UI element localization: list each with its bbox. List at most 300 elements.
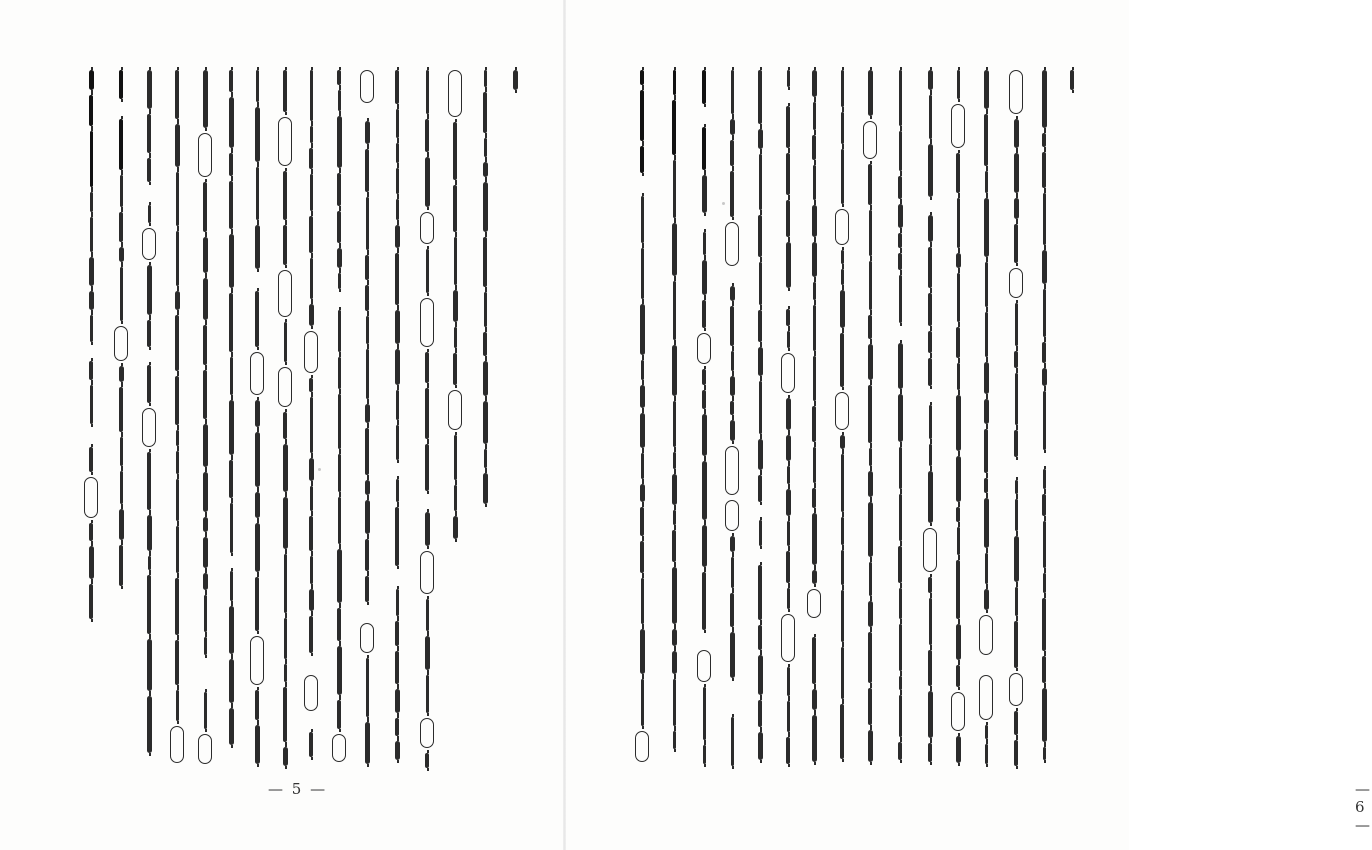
script-word-glyph — [147, 70, 152, 109]
script-word-glyph — [147, 187, 151, 200]
script-word-glyph — [119, 545, 123, 586]
script-word-glyph — [365, 576, 369, 602]
script-word-glyph — [176, 172, 179, 226]
script-word-glyph — [928, 358, 932, 386]
script-word-glyph — [203, 660, 207, 669]
script-word-glyph — [147, 639, 152, 691]
page-right — [565, 0, 1372, 850]
script-word-glyph — [702, 127, 706, 170]
script-word-glyph — [841, 454, 844, 512]
script-word-glyph — [899, 131, 902, 171]
script-word-glyph — [672, 629, 677, 646]
script-word-glyph — [119, 387, 123, 432]
script-word-glyph — [396, 109, 399, 138]
script-word-glyph — [365, 607, 369, 618]
script-word-glyph — [758, 565, 762, 620]
script-word-glyph — [337, 294, 341, 305]
script-word-glyph — [812, 689, 817, 710]
script-word-glyph — [957, 70, 960, 99]
text-column — [330, 70, 348, 767]
script-word-glyph — [813, 447, 816, 483]
script-word-glyph — [365, 149, 369, 192]
script-word-glyph — [984, 429, 988, 473]
script-word-glyph — [90, 217, 93, 252]
script-word-glyph — [283, 70, 287, 112]
text-column — [168, 70, 186, 768]
script-word-glyph — [365, 285, 369, 311]
text-column — [1035, 70, 1053, 765]
script-word-glyph — [283, 444, 288, 492]
script-word-glyph — [148, 205, 151, 223]
script-word-glyph — [425, 512, 430, 546]
script-word-glyph — [1014, 740, 1018, 766]
script-word-glyph — [203, 537, 208, 568]
text-column — [446, 70, 464, 544]
script-word-glyph — [979, 615, 993, 655]
script-word-glyph — [483, 162, 488, 177]
script-word-glyph — [483, 92, 487, 133]
script-word-glyph — [203, 472, 208, 512]
script-word-glyph — [142, 228, 156, 260]
script-word-glyph — [453, 122, 457, 180]
script-word-glyph — [673, 281, 676, 340]
script-word-glyph — [1015, 480, 1018, 494]
script-word-glyph — [426, 70, 429, 114]
script-word-glyph — [702, 175, 707, 213]
script-word-glyph — [703, 232, 706, 255]
script-word-glyph — [283, 687, 287, 742]
script-word-glyph — [898, 253, 902, 270]
script-word-glyph — [309, 658, 313, 670]
script-word-glyph — [956, 736, 961, 763]
script-word-glyph — [812, 205, 817, 237]
script-word-glyph — [203, 278, 208, 320]
script-word-glyph — [309, 458, 314, 481]
script-word-glyph — [730, 536, 735, 552]
script-word-glyph — [396, 425, 399, 460]
script-word-glyph — [787, 331, 790, 348]
script-word-glyph — [730, 271, 734, 281]
script-word-glyph — [338, 273, 341, 289]
script-word-glyph — [230, 571, 233, 601]
script-word-glyph — [672, 100, 676, 155]
script-word-glyph — [119, 119, 123, 170]
script-word-glyph — [758, 70, 762, 124]
script-word-glyph — [703, 687, 706, 740]
script-word-glyph — [730, 119, 735, 135]
script-word-glyph — [255, 725, 260, 764]
script-word-glyph — [365, 539, 369, 571]
script-word-glyph — [453, 516, 458, 539]
script-word-glyph — [787, 701, 790, 732]
script-word-glyph — [957, 198, 960, 248]
script-word-glyph — [310, 397, 313, 453]
text-column — [949, 70, 967, 768]
script-word-glyph — [483, 332, 487, 356]
script-word-glyph — [203, 325, 207, 365]
script-word-glyph — [1009, 673, 1023, 706]
text-column — [833, 70, 851, 764]
text-column — [633, 70, 651, 767]
text-column — [695, 70, 713, 769]
script-word-glyph — [309, 516, 313, 551]
script-word-glyph — [1014, 462, 1018, 475]
script-word-glyph — [898, 176, 902, 199]
script-word-glyph — [673, 510, 676, 525]
script-word-glyph — [90, 192, 93, 212]
script-word-glyph — [812, 715, 817, 762]
script-word-glyph — [250, 636, 264, 685]
script-word-glyph — [868, 471, 873, 497]
script-word-glyph — [929, 444, 932, 466]
script-word-glyph — [448, 390, 462, 430]
script-word-glyph — [120, 471, 123, 504]
script-word-glyph — [786, 153, 790, 195]
script-word-glyph — [175, 640, 179, 685]
script-word-glyph — [204, 637, 207, 655]
script-word-glyph — [640, 178, 644, 191]
script-word-glyph — [640, 90, 644, 141]
script-word-glyph — [284, 554, 287, 613]
text-column — [358, 70, 376, 769]
script-word-glyph — [89, 257, 94, 286]
script-word-glyph — [425, 753, 429, 768]
script-word-glyph — [483, 361, 488, 396]
script-word-glyph — [366, 316, 369, 344]
script-word-glyph — [147, 320, 151, 347]
script-word-glyph — [702, 635, 706, 645]
script-word-glyph — [786, 398, 791, 430]
script-word-glyph — [929, 598, 932, 645]
script-word-glyph — [454, 435, 457, 480]
script-word-glyph — [395, 651, 399, 684]
script-word-glyph — [985, 725, 988, 739]
script-word-glyph — [396, 168, 399, 194]
script-word-glyph — [365, 108, 369, 116]
script-word-glyph — [89, 361, 93, 380]
script-word-glyph — [1014, 536, 1019, 582]
script-word-glyph — [951, 104, 965, 148]
script-word-glyph — [1015, 499, 1018, 531]
script-word-glyph — [337, 173, 341, 206]
script-word-glyph — [255, 492, 260, 518]
script-word-glyph — [697, 650, 711, 682]
script-word-glyph — [395, 571, 399, 584]
script-word-glyph — [483, 182, 488, 232]
script-word-glyph — [985, 312, 988, 357]
script-word-glyph — [338, 497, 341, 544]
script-word-glyph — [337, 608, 341, 641]
script-word-glyph — [731, 70, 734, 114]
script-word-glyph — [868, 730, 873, 762]
script-word-glyph — [929, 405, 932, 439]
script-word-glyph — [1042, 598, 1046, 651]
script-word-glyph — [730, 286, 735, 301]
script-word-glyph — [1042, 656, 1046, 683]
script-word-glyph — [229, 400, 234, 455]
script-word-glyph — [730, 632, 735, 678]
script-word-glyph — [957, 527, 960, 555]
script-word-glyph — [812, 488, 816, 508]
script-word-glyph — [786, 293, 790, 304]
script-word-glyph — [119, 366, 124, 382]
script-word-glyph — [1014, 119, 1019, 148]
script-word-glyph — [730, 171, 734, 217]
script-word-glyph — [899, 695, 902, 737]
script-word-glyph — [1014, 430, 1018, 457]
script-word-glyph — [365, 500, 370, 534]
script-word-glyph — [142, 408, 156, 447]
script-word-glyph — [786, 737, 790, 764]
script-word-glyph — [338, 454, 341, 492]
script-word-glyph — [758, 215, 762, 257]
script-word-glyph — [426, 599, 429, 631]
script-word-glyph — [759, 262, 762, 305]
script-word-glyph — [119, 70, 123, 99]
script-word-glyph — [841, 70, 844, 107]
script-word-glyph — [278, 270, 292, 317]
script-word-glyph — [176, 479, 179, 521]
script-word-glyph — [951, 692, 965, 731]
script-word-glyph — [119, 104, 123, 114]
script-word-glyph — [956, 665, 960, 687]
script-word-glyph — [304, 675, 318, 711]
script-word-glyph — [985, 744, 988, 764]
script-word-glyph — [338, 310, 341, 352]
script-word-glyph — [673, 401, 676, 447]
script-word-glyph — [176, 526, 179, 573]
script-word-glyph — [928, 293, 932, 326]
script-word-glyph — [759, 154, 762, 210]
script-word-glyph — [835, 209, 849, 245]
script-word-glyph — [198, 734, 212, 764]
script-word-glyph — [426, 249, 429, 293]
script-word-glyph — [758, 700, 762, 727]
script-word-glyph — [984, 114, 988, 166]
script-word-glyph — [229, 70, 233, 92]
text-column — [779, 70, 797, 769]
script-word-glyph — [175, 70, 179, 119]
script-word-glyph — [898, 343, 903, 389]
script-word-glyph — [812, 513, 817, 565]
script-word-glyph — [229, 606, 234, 654]
script-word-glyph — [863, 121, 877, 159]
script-word-glyph — [928, 743, 932, 762]
paper-speck — [318, 468, 321, 471]
script-word-glyph — [175, 315, 179, 371]
script-word-glyph — [230, 503, 233, 553]
script-word-glyph — [841, 590, 844, 642]
script-word-glyph — [229, 460, 233, 498]
script-word-glyph — [923, 528, 937, 572]
script-word-glyph — [758, 310, 762, 342]
script-word-glyph — [365, 722, 370, 764]
script-word-glyph — [928, 650, 932, 686]
script-word-glyph — [1042, 494, 1046, 516]
script-word-glyph — [868, 632, 872, 683]
script-word-glyph — [640, 507, 644, 536]
script-word-glyph — [956, 456, 961, 502]
script-word-glyph — [278, 367, 292, 407]
script-word-glyph — [928, 144, 933, 197]
script-word-glyph — [984, 498, 989, 548]
script-word-glyph — [120, 437, 123, 466]
text-column — [506, 70, 524, 95]
script-word-glyph — [1015, 303, 1018, 346]
script-word-glyph — [786, 309, 790, 326]
script-word-glyph — [640, 70, 644, 85]
script-word-glyph — [309, 716, 313, 727]
script-word-glyph — [365, 255, 369, 280]
script-word-glyph — [868, 688, 872, 725]
script-word-glyph — [255, 690, 259, 720]
script-word-glyph — [203, 517, 208, 532]
script-word-glyph — [256, 167, 259, 220]
script-word-glyph — [175, 291, 180, 310]
script-word-glyph — [337, 248, 342, 268]
script-word-glyph — [1015, 587, 1018, 616]
script-word-glyph — [899, 624, 902, 671]
script-word-glyph — [255, 225, 260, 269]
script-word-glyph — [89, 447, 93, 472]
script-word-glyph — [309, 616, 313, 653]
script-word-glyph — [786, 435, 791, 461]
script-word-glyph — [813, 282, 816, 300]
script-word-glyph — [957, 363, 960, 390]
script-word-glyph — [812, 135, 816, 160]
script-word-glyph — [725, 500, 739, 531]
script-word-glyph — [395, 465, 399, 474]
script-word-glyph — [1070, 70, 1074, 90]
script-word-glyph — [1014, 621, 1018, 668]
script-word-glyph — [119, 247, 124, 262]
script-word-glyph — [759, 381, 762, 434]
script-word-glyph — [672, 474, 677, 505]
script-word-glyph — [641, 679, 644, 726]
script-word-glyph — [176, 430, 179, 446]
script-word-glyph — [672, 223, 677, 276]
script-word-glyph — [90, 385, 93, 424]
script-word-glyph — [310, 70, 313, 121]
script-word-glyph — [1042, 368, 1047, 386]
script-word-glyph — [928, 70, 933, 90]
script-word-glyph — [673, 70, 676, 95]
script-word-glyph — [203, 182, 207, 232]
script-word-glyph — [1043, 193, 1046, 245]
script-word-glyph — [868, 344, 873, 380]
script-word-glyph — [395, 507, 399, 566]
script-word-glyph — [928, 331, 932, 353]
script-word-glyph — [730, 376, 735, 396]
script-word-glyph — [395, 225, 400, 248]
script-word-glyph — [337, 700, 341, 729]
script-word-glyph — [310, 174, 313, 211]
text-column — [1063, 70, 1081, 95]
script-word-glyph — [956, 560, 960, 619]
script-word-glyph — [175, 578, 179, 635]
script-word-glyph — [956, 507, 960, 522]
script-word-glyph — [420, 212, 434, 244]
script-word-glyph — [640, 629, 645, 674]
script-word-glyph — [1014, 224, 1018, 263]
script-word-glyph — [899, 447, 902, 489]
script-word-glyph — [255, 432, 260, 487]
script-word-glyph — [928, 577, 932, 593]
script-word-glyph — [985, 262, 988, 307]
script-word-glyph — [309, 148, 313, 169]
script-word-glyph — [255, 274, 259, 286]
script-word-glyph — [484, 292, 487, 327]
script-word-glyph — [175, 124, 180, 167]
page-number: — 5 — — [268, 780, 328, 798]
script-word-glyph — [812, 70, 817, 97]
script-word-glyph — [759, 520, 762, 546]
script-word-glyph — [640, 413, 645, 448]
script-word-glyph — [1009, 70, 1023, 114]
script-word-glyph — [448, 70, 462, 117]
script-word-glyph — [640, 146, 644, 173]
script-word-glyph — [898, 328, 902, 338]
script-word-glyph — [781, 353, 795, 393]
script-word-glyph — [758, 475, 762, 502]
script-word-glyph — [725, 446, 739, 495]
script-word-glyph — [673, 160, 676, 218]
script-word-glyph — [979, 675, 993, 720]
script-word-glyph — [787, 466, 790, 484]
script-word-glyph — [1015, 373, 1018, 425]
script-word-glyph — [119, 212, 123, 242]
script-word-glyph — [229, 234, 234, 288]
script-word-glyph — [229, 659, 234, 703]
script-word-glyph — [284, 664, 287, 682]
script-word-glyph — [255, 523, 260, 572]
script-word-glyph — [1043, 747, 1046, 760]
script-word-glyph — [641, 453, 644, 479]
script-word-glyph — [337, 211, 341, 243]
script-word-glyph — [812, 406, 816, 442]
script-word-glyph — [985, 171, 988, 193]
script-word-glyph — [730, 401, 734, 415]
script-word-glyph — [672, 651, 677, 674]
text-column — [418, 70, 436, 773]
script-word-glyph — [1043, 391, 1046, 450]
script-word-glyph — [148, 556, 151, 570]
script-word-glyph — [147, 365, 151, 403]
script-word-glyph — [395, 689, 400, 713]
script-word-glyph — [702, 461, 707, 520]
text-column — [276, 70, 294, 771]
script-word-glyph — [841, 550, 844, 585]
script-word-glyph — [453, 185, 457, 232]
script-word-glyph — [425, 636, 430, 670]
script-word-glyph — [786, 106, 790, 148]
script-word-glyph — [787, 521, 790, 546]
script-word-glyph — [90, 315, 93, 342]
script-word-glyph — [928, 391, 932, 400]
script-word-glyph — [702, 369, 706, 385]
script-word-glyph — [365, 428, 369, 475]
script-word-glyph — [1042, 342, 1046, 363]
script-word-glyph — [672, 567, 677, 624]
script-word-glyph — [787, 667, 790, 696]
script-word-glyph — [928, 202, 932, 210]
script-word-glyph — [360, 70, 374, 103]
script-word-glyph — [198, 133, 212, 177]
script-word-glyph — [119, 509, 124, 540]
script-word-glyph — [147, 265, 152, 315]
script-word-glyph — [175, 376, 179, 425]
script-word-glyph — [484, 70, 487, 87]
